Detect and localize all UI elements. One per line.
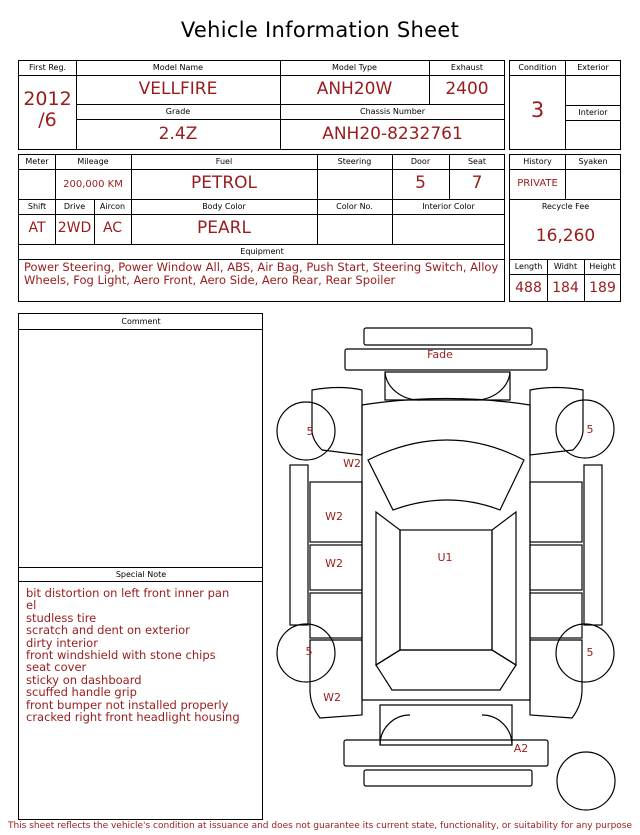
- left-slide-door-shape: [310, 593, 362, 638]
- special-note-label: Special Note: [115, 570, 167, 579]
- model-name-label: Model Name: [152, 63, 204, 72]
- meter-label: Meter: [25, 157, 49, 166]
- list-item: studless tire: [26, 610, 97, 625]
- exhaust-value: 2400: [445, 79, 489, 99]
- wheel-front-right-shape: [556, 400, 614, 458]
- length-label: Length: [514, 262, 543, 271]
- equipment-label: Equipment: [240, 247, 284, 256]
- height-value: 189: [589, 280, 616, 296]
- history-label: History: [523, 157, 552, 166]
- condition-label: Condition: [518, 63, 557, 72]
- model-type-label: Model Type: [332, 63, 377, 72]
- steering-label: Steering: [337, 157, 372, 166]
- history-block: [509, 154, 621, 302]
- right-side-skirt-shape: [584, 465, 602, 625]
- list-item: scratch and dent on exterior: [26, 623, 190, 638]
- interior-label: Interior: [578, 108, 608, 117]
- list-item: front windshield with stone chips: [26, 648, 216, 663]
- body-outline-shape: [362, 399, 530, 701]
- chassis-number-value: ANH20-8232761: [322, 124, 463, 144]
- recycle-fee-label: Recycle Fee: [541, 202, 590, 211]
- model-name-value: VELLFIRE: [138, 79, 218, 99]
- first-reg-month: /6: [38, 109, 57, 131]
- mark-wheel-rear-right: 5: [586, 646, 594, 659]
- mark-rear-bumper: A2: [513, 742, 529, 755]
- list-item: front bumper not installed properly: [26, 697, 229, 712]
- first-reg-value: [19, 89, 76, 131]
- aircon-label: Aircon: [99, 202, 126, 211]
- list-item: seat cover: [26, 660, 87, 675]
- left-side-glass-shape: [376, 512, 400, 665]
- door-label: Door: [410, 157, 431, 166]
- body-color-label: Body Color: [202, 202, 246, 211]
- mark-roof-front: Fade: [427, 348, 453, 361]
- body-color-value: PEARL: [197, 218, 251, 238]
- right-slide-door-shape: [530, 593, 582, 638]
- comment-label: Comment: [121, 317, 161, 326]
- tailgate-shape: [380, 705, 512, 745]
- history-value: PRIVATE: [517, 178, 558, 189]
- color-no-label: Color No.: [336, 202, 373, 211]
- registration-block: [18, 60, 505, 150]
- mileage-label: Mileage: [77, 157, 109, 166]
- exhaust-label: Exhaust: [450, 63, 484, 72]
- list-item: cracked right front headlight housing: [26, 710, 240, 725]
- length-value: 488: [515, 280, 542, 296]
- windshield-shape: [368, 440, 524, 510]
- door-value: 5: [415, 173, 426, 193]
- list-item: el: [26, 598, 37, 613]
- left-side-skirt-shape: [290, 465, 308, 625]
- condition-block: [509, 60, 621, 150]
- grade-label: Grade: [165, 107, 191, 116]
- recycle-fee-value: 16,260: [535, 226, 596, 246]
- vehicle-damage-diagram: [270, 322, 632, 818]
- front-bumper-top-shape: [364, 328, 532, 345]
- mark-center: U1: [437, 551, 453, 564]
- mark-quarter-rear-left: W2: [323, 691, 341, 704]
- mark-door-rear-left: W2: [325, 557, 343, 570]
- front-panel-arc-right: [475, 372, 510, 400]
- condition-value: 3: [530, 98, 545, 122]
- first-reg-label: First Reg.: [28, 63, 67, 72]
- drive-label: Drive: [63, 202, 86, 211]
- width-label: Widht: [553, 262, 578, 271]
- special-note-list: [26, 587, 240, 723]
- mark-fender-front-left: W2: [343, 457, 361, 470]
- front-panel-shape: [385, 372, 510, 400]
- wheel-rear-right-shape: [556, 624, 614, 682]
- first-reg-year: 2012: [23, 88, 72, 110]
- rear-step-shape: [364, 770, 532, 786]
- model-type-value: ANH20W: [316, 79, 393, 99]
- grade-value: 2.4Z: [158, 124, 198, 144]
- mark-wheel-front-right: 5: [586, 423, 594, 436]
- specs-block: [18, 154, 505, 302]
- seat-value: 7: [471, 173, 483, 193]
- rear-window-shape: [376, 650, 516, 690]
- mileage-value: 200,000 KM: [63, 179, 123, 190]
- chassis-number-label: Chassis Number: [360, 107, 425, 116]
- drive-value: 2WD: [57, 220, 92, 236]
- equipment-value: Power Steering, Power Window All, ABS, Air Bag, Push Start, Steering Switch, Alloy Wheels, Fog Light, Aero Front, Aero Side, Aero Rear, Rear Spoiler: [24, 260, 499, 287]
- right-rear-door-shape: [530, 545, 582, 590]
- height-label: Height: [589, 262, 616, 271]
- list-item: sticky on dashboard: [26, 672, 142, 687]
- fuel-label: Fuel: [215, 157, 233, 166]
- mark-wheel-rear-left: 5: [305, 645, 313, 658]
- mark-wheel-front-left: 5: [306, 425, 314, 438]
- syaken-label: Syaken: [578, 157, 608, 166]
- list-item: dirty interior: [26, 635, 98, 650]
- roof-shape: [400, 530, 492, 650]
- shift-label: Shift: [27, 202, 47, 211]
- page-title: Vehicle Information Sheet: [180, 18, 460, 42]
- list-item: bit distortion on left front inner pan: [26, 586, 230, 600]
- interior-color-label: Interior Color: [422, 202, 475, 211]
- fuel-value: PETROL: [190, 173, 258, 193]
- comment-box: [18, 313, 263, 820]
- disclaimer-footer: This sheet reflects the vehicle's condition at issuance and does not guarantee its current state, functionality, or suitability for any purpose: [7, 821, 633, 831]
- list-item: scuffed handle grip: [26, 685, 137, 700]
- shift-value: AT: [28, 220, 46, 236]
- right-side-glass-shape: [492, 512, 516, 665]
- mark-door-front-left: W2: [325, 510, 343, 523]
- front-panel-arc-left: [385, 372, 420, 400]
- width-value: 184: [552, 280, 579, 296]
- right-front-door-shape: [530, 482, 582, 542]
- seat-label: Seat: [467, 157, 487, 166]
- exterior-label: Exterior: [577, 63, 609, 72]
- front-left-fender-shape: [312, 388, 362, 456]
- aircon-value: AC: [102, 220, 123, 236]
- spare-wheel-shape: [557, 752, 615, 810]
